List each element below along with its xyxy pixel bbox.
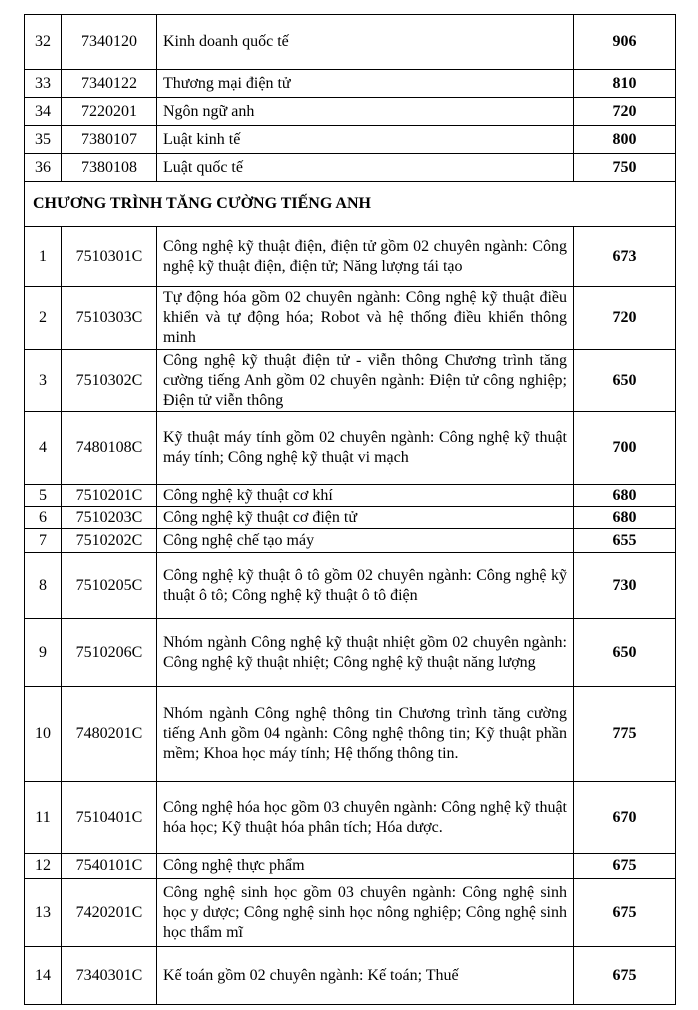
table-row: [25, 15, 676, 70]
benchmark-score: 650: [574, 350, 676, 412]
benchmark-score: 800: [574, 126, 676, 154]
row-number: 32: [25, 15, 62, 70]
table-row: [25, 350, 676, 412]
major-code: 7510401C: [62, 782, 157, 854]
row-number: 10: [25, 687, 62, 782]
major-code: 7420201C: [62, 879, 157, 947]
table-row: [25, 619, 676, 687]
major-code: 7380108: [62, 154, 157, 182]
major-code: 7480108C: [62, 412, 157, 485]
table-row: [25, 529, 676, 553]
benchmark-score: 675: [574, 947, 676, 1005]
row-number: 3: [25, 350, 62, 412]
major-name: Tự động hóa gồm 02 chuyên ngành: Công nghệ kỹ thuật điều khiển và tự động hóa; Robot và hệ thống điều khiển thông minh: [157, 287, 574, 350]
table-row: [25, 287, 676, 350]
table-row: [25, 126, 676, 154]
major-name: Công nghệ kỹ thuật ô tô gồm 02 chuyên ngành: Công nghệ kỹ thuật ô tô; Công nghệ kỹ thuật ô tô điện: [157, 553, 574, 619]
row-number: 5: [25, 485, 62, 507]
row-number: 12: [25, 854, 62, 879]
benchmark-score: 810: [574, 70, 676, 98]
benchmark-score: 675: [574, 854, 676, 879]
table-row: [25, 98, 676, 126]
table-row: [25, 553, 676, 619]
major-name: Kế toán gồm 02 chuyên ngành: Kế toán; Thuế: [157, 947, 574, 1005]
major-code: 7510203C: [62, 507, 157, 529]
admission-score-table: [24, 14, 676, 1005]
table-row: [25, 485, 676, 507]
major-name: Công nghệ hóa học gồm 03 chuyên ngành: Công nghệ kỹ thuật hóa học; Kỹ thuật hóa phân tích; Hóa dược.: [157, 782, 574, 854]
row-number: 36: [25, 154, 62, 182]
row-number: 7: [25, 529, 62, 553]
row-number: 1: [25, 227, 62, 287]
major-name: Kỹ thuật máy tính gồm 02 chuyên ngành: Công nghệ kỹ thuật máy tính; Công nghệ kỹ thuật vi mạch: [157, 412, 574, 485]
major-name: Công nghệ kỹ thuật điện, điện tử gồm 02 chuyên ngành: Công nghệ kỹ thuật điện, điện tử; Năng lượng tái tạo: [157, 227, 574, 287]
row-number: 4: [25, 412, 62, 485]
major-code: 7510302C: [62, 350, 157, 412]
major-code: 7510202C: [62, 529, 157, 553]
row-number: 9: [25, 619, 62, 687]
section-header-row: [25, 182, 676, 227]
row-number: 13: [25, 879, 62, 947]
major-name: Nhóm ngành Công nghệ thông tin Chương trình tăng cường tiếng Anh gồm 04 ngành: Công nghệ thông tin; Kỹ thuật phần mềm; Khoa học máy tính; Hệ thống thông tin.: [157, 687, 574, 782]
major-name: Công nghệ kỹ thuật cơ điện tử: [157, 507, 574, 529]
row-number: 11: [25, 782, 62, 854]
benchmark-score: 750: [574, 154, 676, 182]
row-number: 34: [25, 98, 62, 126]
major-code: 7510205C: [62, 553, 157, 619]
benchmark-score: 775: [574, 687, 676, 782]
major-name: Nhóm ngành Công nghệ kỹ thuật nhiệt gồm 02 chuyên ngành: Công nghệ kỹ thuật nhiệt; Công nghệ kỹ thuật năng lượng: [157, 619, 574, 687]
major-code: 7480201C: [62, 687, 157, 782]
benchmark-score: 906: [574, 15, 676, 70]
table-row: [25, 879, 676, 947]
major-name: Công nghệ thực phẩm: [157, 854, 574, 879]
row-number: 6: [25, 507, 62, 529]
benchmark-score: 680: [574, 507, 676, 529]
row-number: 8: [25, 553, 62, 619]
table-row: [25, 782, 676, 854]
major-code: 7510206C: [62, 619, 157, 687]
major-name: Luật kinh tế: [157, 126, 574, 154]
benchmark-score: 680: [574, 485, 676, 507]
major-name: Công nghệ chế tạo máy: [157, 529, 574, 553]
table-row: [25, 154, 676, 182]
benchmark-score: 670: [574, 782, 676, 854]
table-row: [25, 227, 676, 287]
major-code: 7510201C: [62, 485, 157, 507]
benchmark-score: 730: [574, 553, 676, 619]
benchmark-score: 700: [574, 412, 676, 485]
major-name: Thương mại điện tử: [157, 70, 574, 98]
benchmark-score: 720: [574, 98, 676, 126]
row-number: 14: [25, 947, 62, 1005]
major-name: Luật quốc tế: [157, 154, 574, 182]
major-name: Kinh doanh quốc tế: [157, 15, 574, 70]
major-name: Công nghệ kỹ thuật cơ khí: [157, 485, 574, 507]
benchmark-score: 675: [574, 879, 676, 947]
benchmark-score: 655: [574, 529, 676, 553]
benchmark-score: 673: [574, 227, 676, 287]
table-row: [25, 70, 676, 98]
major-code: 7380107: [62, 126, 157, 154]
section-title: CHƯƠNG TRÌNH TĂNG CƯỜNG TIẾNG ANH: [25, 182, 676, 227]
row-number: 35: [25, 126, 62, 154]
benchmark-score: 650: [574, 619, 676, 687]
major-code: 7220201: [62, 98, 157, 126]
major-name: Ngôn ngữ anh: [157, 98, 574, 126]
table-row: [25, 947, 676, 1005]
major-code: 7510303C: [62, 287, 157, 350]
major-name: Công nghệ sinh học gồm 03 chuyên ngành: Công nghệ sinh học y dược; Công nghệ sinh học nông nghiệp; Công nghệ sinh học thẩm mĩ: [157, 879, 574, 947]
major-name: Công nghệ kỹ thuật điện tử - viễn thông Chương trình tăng cường tiếng Anh gồm 02 chuyên ngành: Điện tử công nghiệp; Điện tử viễn thông: [157, 350, 574, 412]
major-code: 7340122: [62, 70, 157, 98]
major-code: 7340120: [62, 15, 157, 70]
major-code: 7540101C: [62, 854, 157, 879]
row-number: 2: [25, 287, 62, 350]
table-row: [25, 507, 676, 529]
row-number: 33: [25, 70, 62, 98]
major-code: 7340301C: [62, 947, 157, 1005]
table-row: [25, 412, 676, 485]
table-row: [25, 854, 676, 879]
table-row: [25, 687, 676, 782]
benchmark-score: 720: [574, 287, 676, 350]
major-code: 7510301C: [62, 227, 157, 287]
